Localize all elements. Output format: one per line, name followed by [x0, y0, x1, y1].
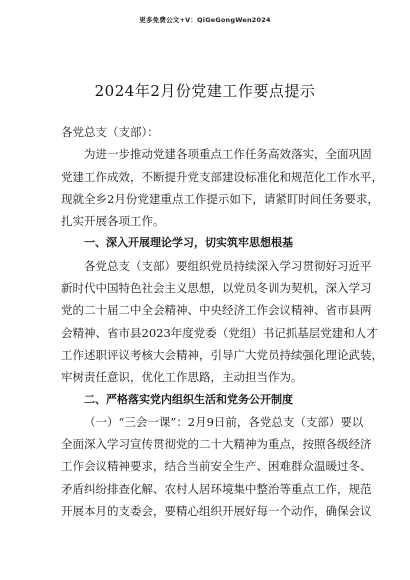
- section-heading: 二、严格落实党内组织生活和党务公开制度: [84, 392, 293, 406]
- body-line: （一）“三会一课”：2月9日前，各党总支（支部）要以: [84, 414, 364, 429]
- header-watermark: 更多免费公文+V：QiGeGongWen2024: [139, 16, 271, 24]
- body-line: 党建工作成效，不断提升党支部建设标准化和规范化工作水平，: [61, 169, 383, 184]
- document-body: [61, 121, 383, 522]
- body-line: 工作述职评议考核大会精神，引导广大党员持续强化理论武装，: [61, 347, 383, 362]
- body-line: 会精神、省市县2023年度党委（党组）书记抓基层党建和人才: [61, 325, 378, 340]
- body-line: 矛盾纠纷排查化解、农村人居环境集中整治等重点工作，规范: [61, 481, 372, 496]
- body-line: 牢树责任意识，优化工作思路，主动担当作为。: [61, 370, 303, 385]
- body-line: 为进一步推动党建各项重点工作任务高效落实，全面巩固: [84, 147, 372, 162]
- body-line: 现就全乡2月份党建重点工作提示如下，请紧盯时间任务要求，: [61, 191, 379, 206]
- body-line: 新时代中国特色社会主义思想，以党员冬训为契机，深入学习: [61, 281, 372, 296]
- body-line: 党的二十届二中全会精神、中央经济工作会议精神、省市县两: [61, 303, 372, 318]
- paragraph-lines: [61, 143, 383, 522]
- section-heading: 一、深入开展理论学习，切实筑牢思想根基: [84, 236, 293, 250]
- body-line: 工作会议精神要求，结合当前安全生产、困难群众温暖过冬、: [61, 459, 372, 474]
- body-line: 全面深入学习宣传贯彻党的二十大精神为重点，按照各级经济: [61, 437, 372, 452]
- body-line: 各党总支（支部）要组织党员持续深入学习贯彻好习近平: [84, 258, 372, 273]
- document-title: 2024年2月份党建工作要点提示: [94, 82, 316, 100]
- body-line: 开展本月的支委会，要精心组织开展好每一个动作，确保会议: [61, 504, 372, 519]
- body-line: 扎实开展各项工作。: [61, 214, 165, 229]
- salutation: 各党总支（支部）：: [61, 125, 159, 139]
